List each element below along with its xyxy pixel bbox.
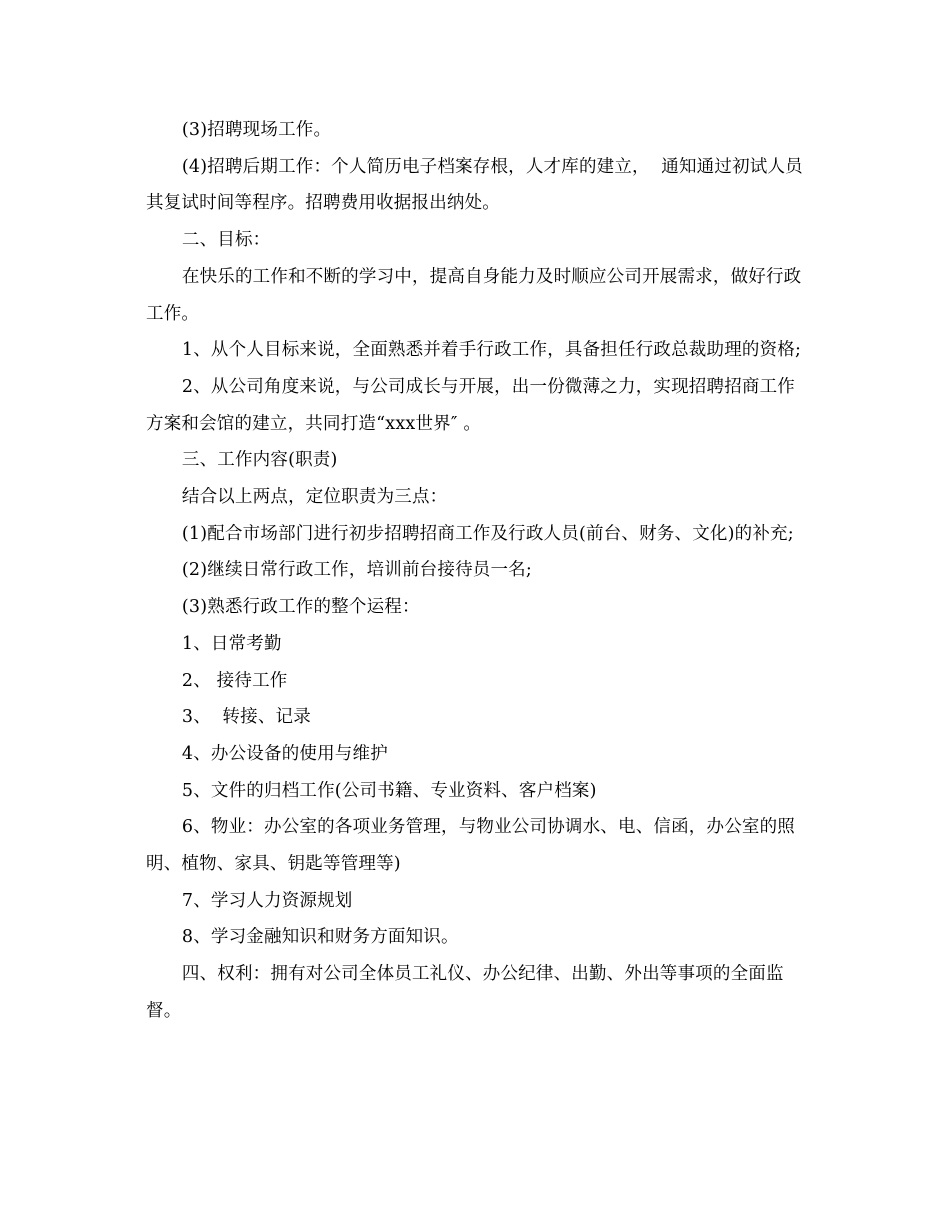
list-item: 7、学习人力资源规划 xyxy=(181,890,353,911)
paragraph: 1、从个人目标来说，全面熟悉并着手行政工作，具备担任行政总裁助理的资格; xyxy=(181,340,802,361)
paragraph: (3)招聘现场工作。 xyxy=(181,120,332,140)
section-heading: 四、权利：拥有对公司全体员工礼仪、办公纪律、出勤、外出等事项的全面监督。 xyxy=(146,964,784,1021)
document-body xyxy=(146,112,806,1030)
list-item: 3、 转接、记录 xyxy=(181,707,311,728)
list-item: 6、物业：办公室的各项业务管理，与物业公司协调水、电、信函，办公室的照明、植物、家具、钥匙等管理等) xyxy=(146,817,796,875)
paragraph: (2)继续日常行政工作，培训前台接待员一名; xyxy=(181,560,532,581)
list-item: 8、学习金融知识和财务方面知识。 xyxy=(181,927,459,948)
paragraph: (3)熟悉行政工作的整个运程： xyxy=(181,597,420,618)
paragraph: 2、从公司角度来说，与公司成长与开展，出一份微薄之力，实现招聘招商工作方案和会馆的建立，共同打造“xxx世界″ 。 xyxy=(146,376,796,434)
list-item: 2、 接待工作 xyxy=(181,670,288,691)
paragraph: (4)招聘后期工作：个人简历电子档案存根，人才库的建立， 通知通过初试人员其复试时间等程序。招聘费用收据报出纳处。 xyxy=(146,156,803,214)
section-heading: 三、工作内容(职责) xyxy=(181,450,338,471)
paragraph: (1)配合市场部门进行初步招聘招商工作及行政人员(前台、财务、文化)的补充; xyxy=(181,523,794,544)
list-item: 5、文件的归档工作(公司书籍、专业资料、客户档案) xyxy=(181,780,597,801)
list-item: 4、办公设备的使用与维护 xyxy=(181,743,388,764)
section-heading: 二、目标： xyxy=(181,230,271,251)
paragraph: 在快乐的工作和不断的学习中，提高自身能力及时顺应公司开展需求，做好行政工作。 xyxy=(146,266,802,324)
list-item: 1、日常考勤 xyxy=(181,633,282,654)
paragraph: 结合以上两点，定位职责为三点： xyxy=(181,487,448,508)
